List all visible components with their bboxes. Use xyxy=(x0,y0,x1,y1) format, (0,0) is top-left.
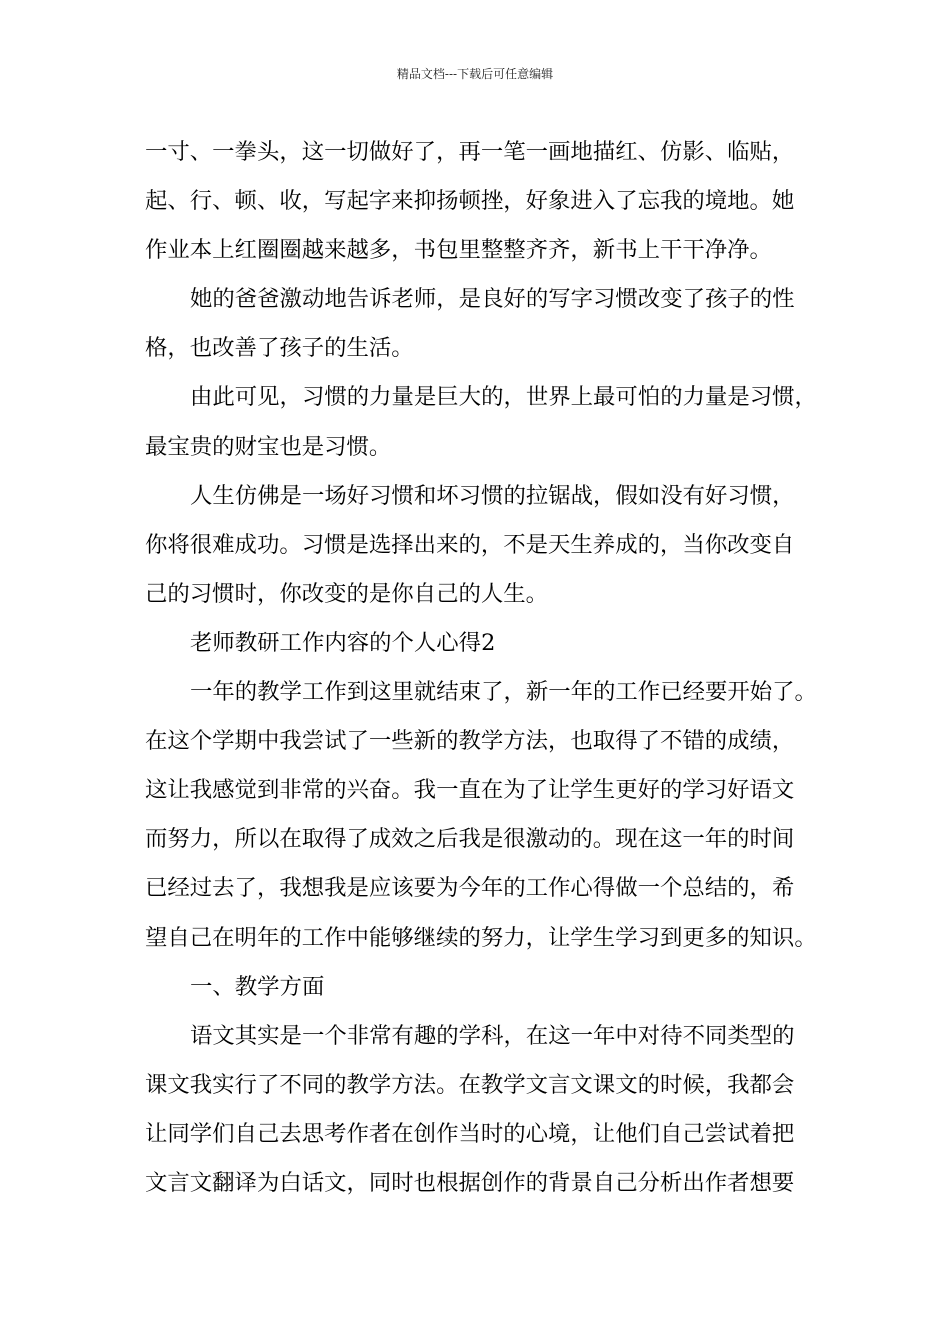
text-line: 文言文翻译为白话文，同时也根据创作的背景自己分析出作者想要 xyxy=(145,1169,795,1196)
text-line: 老师教研工作内容的个人心得2 xyxy=(190,629,496,656)
text-line: 语文其实是一个非常有趣的学科，在这一年中对待不同类型的 xyxy=(190,1022,795,1049)
text-line: 你将很难成功。习惯是选择出来的，不是天生养成的，当你改变自 xyxy=(145,531,795,558)
document-body xyxy=(145,128,825,1208)
text-line: 最宝贵的财宝也是习惯。 xyxy=(145,433,392,460)
text-line: 一、教学方面 xyxy=(190,973,325,1000)
text-line: 望自己在明年的工作中能够继续的努力，让学生学习到更多的知识。 xyxy=(145,924,817,951)
text-line: 一寸、一拳头，这一切做好了，再一笔一画地描红、仿影、临贴， xyxy=(145,139,795,165)
text-line: 己的习惯时，你改变的是你自己的人生。 xyxy=(145,580,549,607)
text-line: 这让我感觉到非常的兴奋。我一直在为了让学生更好的学习好语文 xyxy=(145,777,795,804)
text-line: 由此可见，习惯的力量是巨大的，世界上最可怕的力量是习惯， xyxy=(190,384,817,411)
text-line: 格，也改善了孩子的生活。 xyxy=(145,335,414,362)
text-line: 她的爸爸激动地告诉老师，是良好的写字习惯改变了孩子的性 xyxy=(190,286,795,313)
text-line: 起、行、顿、收，写起字来抑扬顿挫，好象进入了忘我的境地。她 xyxy=(145,188,795,215)
text-line: 一年的教学工作到这里就结束了，新一年的工作已经要开始了。 xyxy=(190,679,817,706)
text-line: 作业本上红圈圈越来越多，书包里整整齐齐，新书上干干净净。 xyxy=(145,237,772,264)
text-line: 让同学们自己去思考作者在创作当时的心境，让他们自己尝试着把 xyxy=(145,1120,795,1147)
text-line: 在这个学期中我尝试了一些新的教学方法，也取得了不错的成绩， xyxy=(145,728,795,755)
text-line: 人生仿佛是一场好习惯和坏习惯的拉锯战，假如没有好习惯， xyxy=(190,482,795,509)
text-line: 而努力，所以在取得了成效之后我是很激动的。现在这一年的时间 xyxy=(145,826,795,853)
page-header: 精品文档---下载后可任意编辑 xyxy=(396,67,554,81)
text-line: 已经过去了，我想我是应该要为今年的工作心得做一个总结的，希 xyxy=(145,875,795,902)
text-line: 课文我实行了不同的教学方法。在教学文言文课文的时候，我都会 xyxy=(145,1071,795,1098)
